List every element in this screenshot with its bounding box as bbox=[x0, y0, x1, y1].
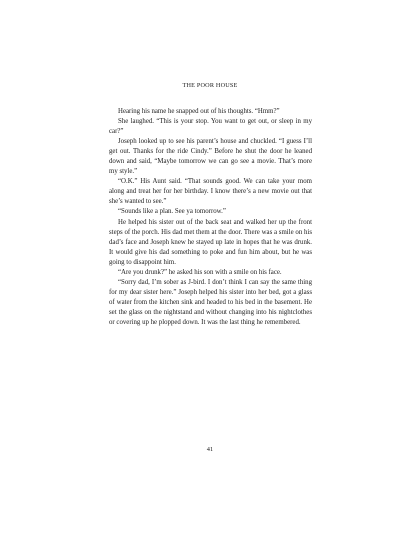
paragraph: “Sounds like a plan. See ya tomorrow.” bbox=[118, 208, 226, 216]
paragraph: “Are you drunk?” he asked his son with a smile on his face. bbox=[118, 268, 282, 276]
paragraph: Joseph looked up to see his parent’s house and chuckled. “I guess I’ll get out. Thanks for the ride Cindy.” Before he shut the door he leaned down and said, “Maybe tomorrow we can go see a movie. That’s more my style.” bbox=[109, 138, 312, 176]
paragraph: Hearing his name he snapped out of his thoughts. “Hmm?” bbox=[118, 108, 280, 115]
paragraph: She laughed. “This is your stop. You want to get out, or sleep in my car?” bbox=[109, 118, 312, 136]
body-text bbox=[109, 107, 312, 328]
paragraph: He helped his sister out of the back seat and walked her up the front steps of the porch. His dad met them at the door. There was a smile on his dad’s face and Joseph knew he stayed up late in hopes that he was drunk. It would give his dad something to poke and fun him about, but he was going to disappoint him. bbox=[109, 218, 312, 266]
paragraph: “O.K.” His Aunt said. “That sounds good. We can take your mom along and treat her for her birthday. I know there’s a new movie out that she’s wanted to see.” bbox=[109, 178, 312, 206]
paragraph: “Sorry dad, I’m sober as J-bird. I don’t think I can say the same thing for my dear sister here.” Joseph helped his sister into her bed, got a glass of water from the kitchen sink and headed to his bed in the basement. He set the glass on the nightstand and without changing into his nightclothes or covering up he plopped down. It was the last thing he remembered. bbox=[109, 278, 312, 326]
running-head: THE POOR HOUSE bbox=[182, 82, 238, 89]
page-number: 41 bbox=[206, 446, 214, 453]
